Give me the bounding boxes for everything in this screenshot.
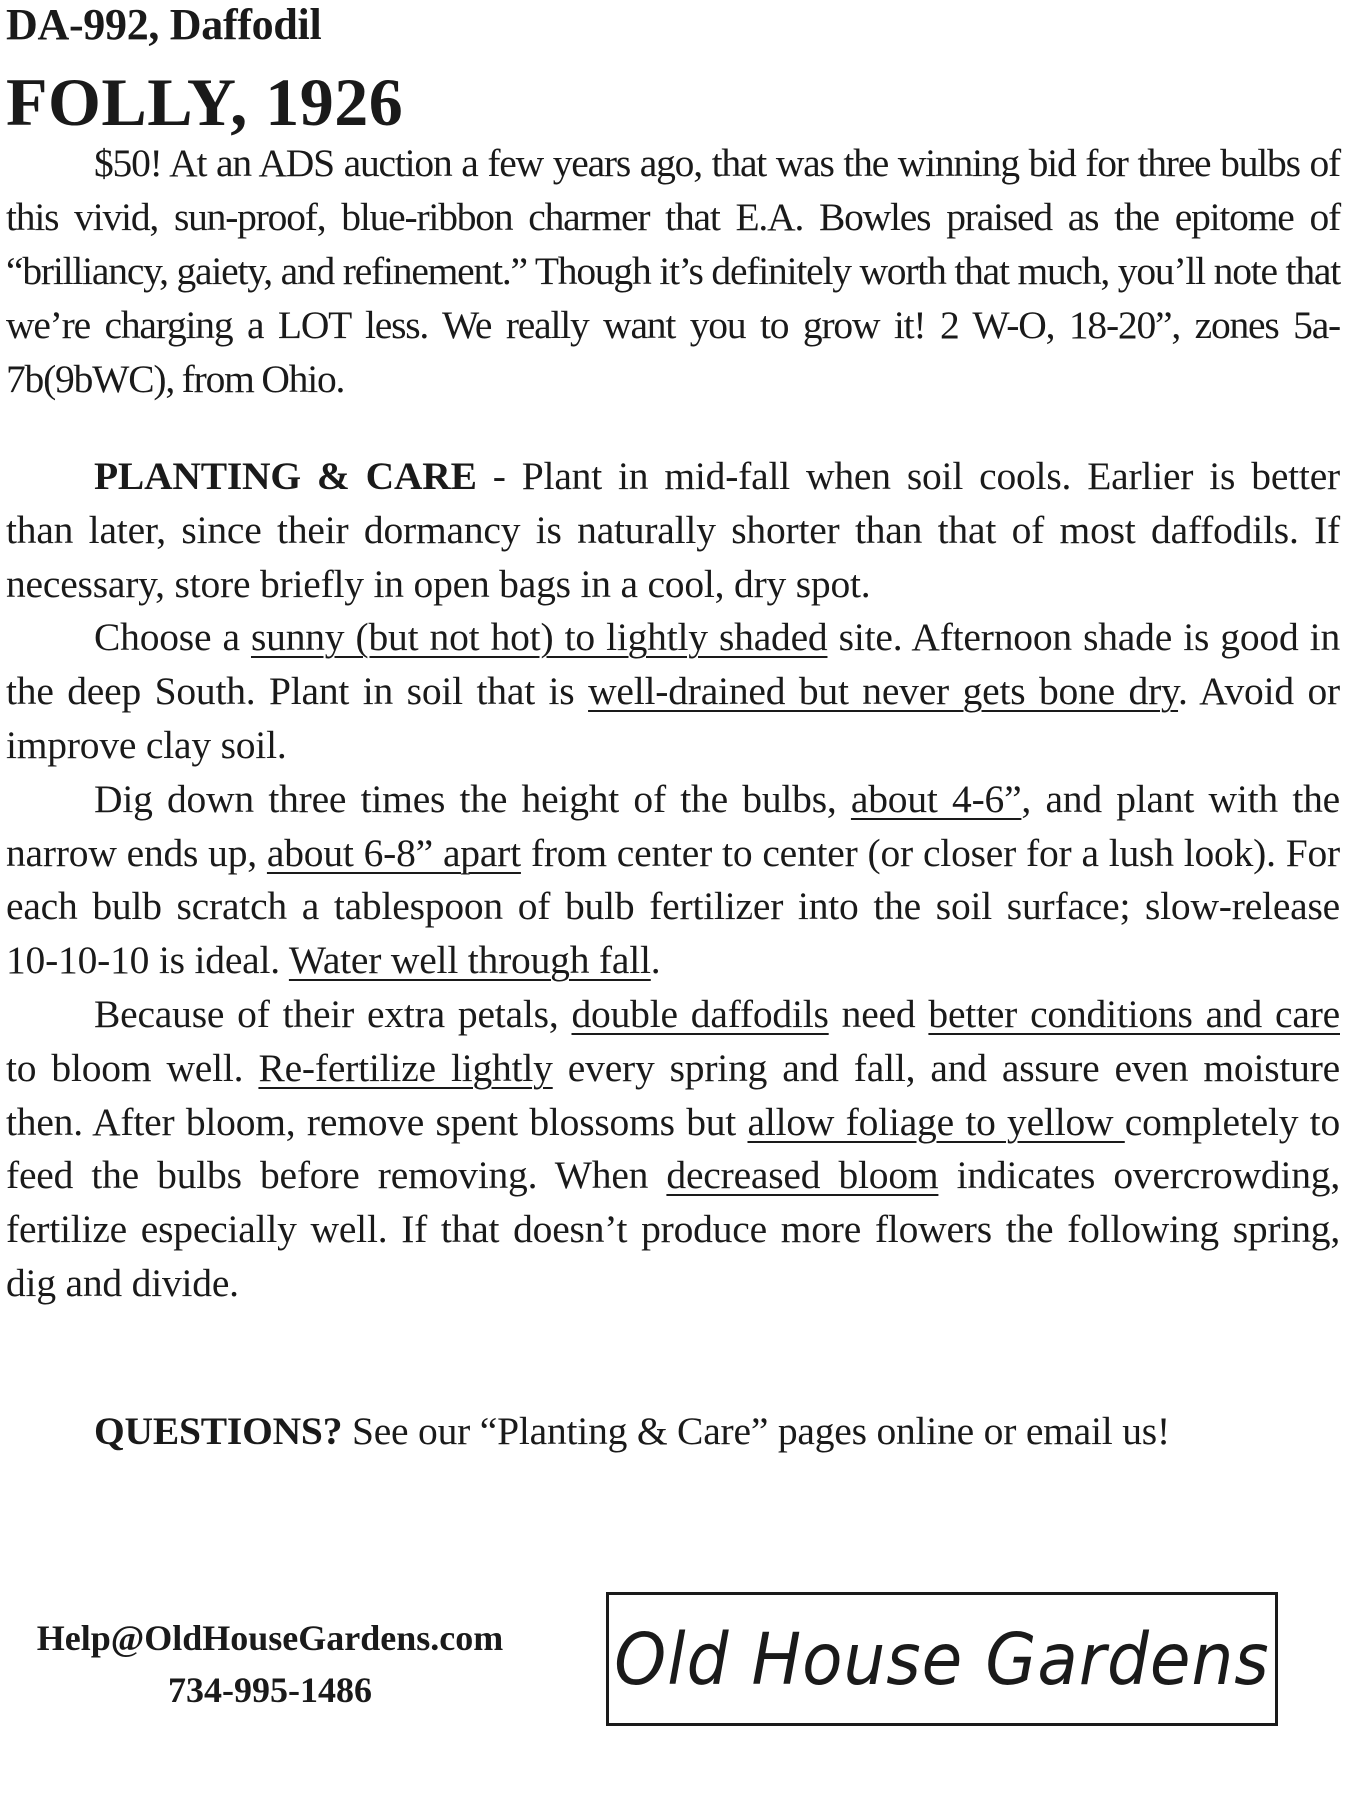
care-p3-emphasis: about 4-6” [850,776,1022,821]
product-title: FOLLY, 1926 [6,64,404,140]
care-p4-text: to bloom well. [6,1045,259,1090]
care-p4-text: Because of their extra petals, [94,991,572,1036]
care-p3-emphasis: Water well through fall [288,938,651,983]
contact-phone: 734-995-1486 [168,1670,372,1710]
questions-heading: QUESTIONS? [94,1409,343,1453]
care-p4-emphasis: allow foliage to yellow [747,1099,1125,1144]
planting-care-section [6,450,1340,1311]
questions-line [94,1404,1170,1458]
care-p4-emphasis: better conditions and care [928,991,1340,1036]
care-p4-emphasis: double daffodils [571,991,829,1036]
logo-box [606,1592,1278,1726]
intro-text: $50! At an ADS auction a few years ago, that was the winning bid for three bulbs of this vivid, sun-proof, blue-ribbon charmer that E.A. Bowles praised as the epitome of “brilliancy, gaiety, and refinement.” Though it’s definitely worth that much, you’ll note that we’re charging a LOT less. We really want you to grow it! 2 W-O, 18-20”, zones 5a-7b(9bWC), from Ohio. [6,141,1340,401]
care-p3-text: . [650,938,661,983]
care-p2-text: Choose a [94,615,251,660]
care-p2-text: . Avoid or improve clay soil. [6,669,1340,767]
care-p4-emphasis: Re-fertilize lightly [258,1045,553,1090]
care-p3-text: from center to center (or closer for a lush look). For each bulb scratch a tablespoon of bulb fertilizer into the soil surface; slow-release 10-10-10 is ideal. [6,830,1341,983]
contact-block [10,1612,530,1716]
care-p4-emphasis: decreased bloom [666,1153,939,1198]
care-paragraph-4 [6,988,1340,1311]
contact-email[interactable]: Help@OldHouseGardens.com [36,1618,504,1658]
brand-logo: Old House Gardens [614,1617,1270,1701]
product-code: DA-992, Daffodil [6,0,322,49]
care-p2-emphasis: sunny (but not hot) to lightly shaded [250,615,828,660]
care-p4-text: completely to feed the bulbs before removing. When [6,1099,1340,1198]
care-p3-text: Dig down three times the height of the bulbs, [94,776,851,821]
care-p3-text: , and plant with the narrow ends up, [6,776,1340,875]
questions-text: See our “Planting & Care” pages online or email us! [342,1409,1170,1453]
care-p2-text: site. Afternoon shade is good in the deep South. Plant in soil that is [6,615,1341,714]
intro-paragraph [6,136,1340,406]
care-p3-emphasis: about 6-8” apart [266,830,521,875]
care-p4-text: every spring and fall, and assure even moisture then. After bloom, remove spent blossoms but [6,1045,1340,1144]
product-card [6,0,1342,1800]
care-p1-text: - Plant in mid-fall when soil cools. Earlier is better than later, since their dormancy is naturally shorter than that of most daffodils. If necessary, store briefly in open bags in a cool, dry spot. [6,454,1340,606]
care-paragraph-2 [6,611,1340,772]
care-p4-text: need [828,991,929,1036]
care-paragraph-3 [6,773,1340,988]
care-heading: PLANTING & CARE [94,454,477,498]
care-p2-emphasis: well-drained but never gets bone dry [588,669,1179,714]
care-paragraph-1 [6,450,1340,611]
care-p4-text: indicates overcrowding, fertilize especially well. If that doesn’t produce more flowers the following spring, dig and divide. [6,1153,1341,1305]
